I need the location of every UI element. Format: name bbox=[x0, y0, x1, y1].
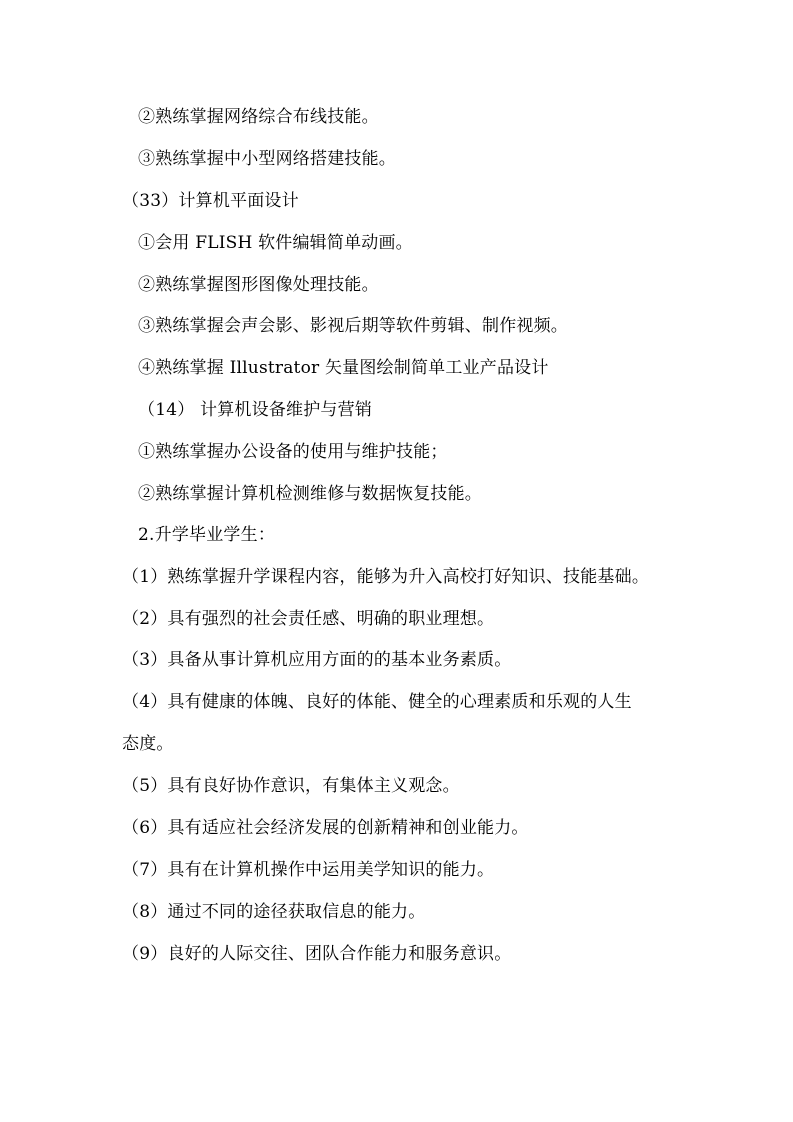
text-line: ③熟练掌握会声会影、影视后期等软件剪辑、制作视频。 bbox=[138, 316, 568, 336]
text-line: （5）具有良好协作意识，有集体主义观念。 bbox=[122, 776, 460, 796]
text-line: （3）具备从事计算机应用方面的的基本业务素质。 bbox=[122, 650, 512, 670]
text-line: ②熟练掌握图形图像处理技能。 bbox=[138, 275, 379, 295]
text-line: （1）熟练掌握升学课程内容，能够为升入高校打好知识、技能基础。 bbox=[122, 567, 650, 587]
text-line: （7）具有在计算机操作中运用美学知识的能力。 bbox=[122, 860, 495, 880]
text-line: （8）通过不同的途径获取信息的能力。 bbox=[122, 902, 426, 922]
text-line: ①熟练掌握办公设备的使用与维护技能； bbox=[138, 442, 448, 462]
text-line: ①会用 FLISH 软件编辑简单动画。 bbox=[138, 233, 413, 253]
text-line: ④熟练掌握 Illustrator 矢量图绘制简单工业产品设计 bbox=[138, 358, 549, 378]
text-line: （2）具有强烈的社会责任感、明确的职业理想。 bbox=[122, 609, 495, 629]
text-line: ②熟练掌握网络综合布线技能。 bbox=[138, 107, 379, 127]
section-heading: （33）计算机平面设计 bbox=[122, 191, 299, 211]
text-line: （6）具有适应社会经济发展的创新精神和创业能力。 bbox=[122, 818, 529, 838]
section-heading: （14） 计算机设备维护与营销 bbox=[138, 400, 373, 420]
text-line: ②熟练掌握计算机检测维修与数据恢复技能。 bbox=[138, 484, 482, 504]
text-line: （4）具有健康的体魄、良好的体能、健全的心理素质和乐观的人生 bbox=[122, 692, 632, 712]
text-line: ③熟练掌握中小型网络搭建技能。 bbox=[138, 149, 396, 169]
text-line: （9）良好的人际交往、团队合作能力和服务意识。 bbox=[122, 944, 512, 964]
section-heading: 2.升学毕业学生： bbox=[138, 525, 276, 545]
text-line: 态度。 bbox=[122, 734, 174, 754]
